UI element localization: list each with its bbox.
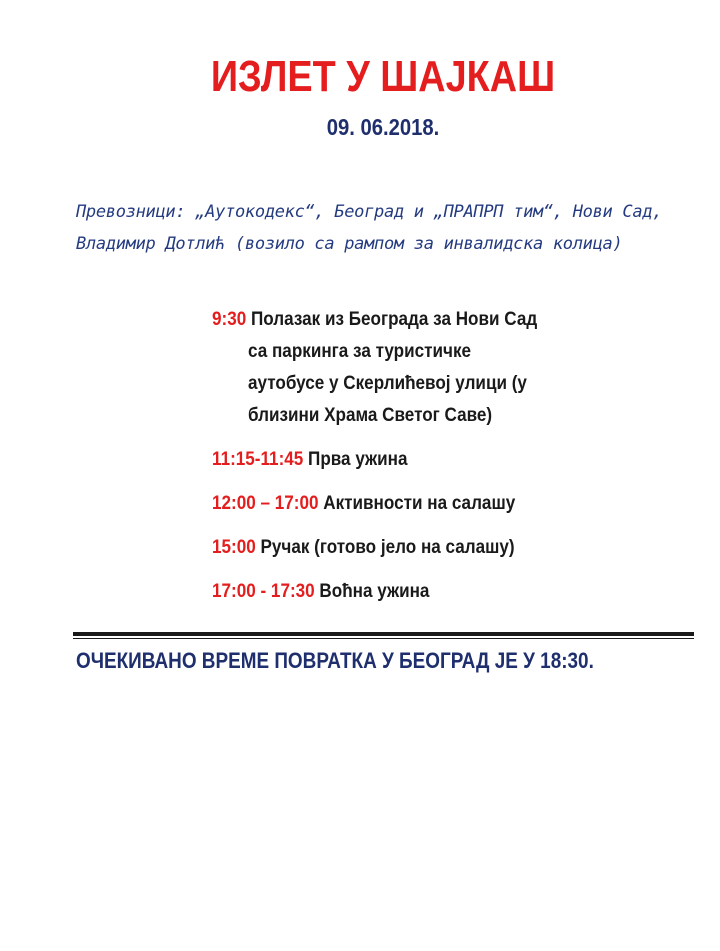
schedule-item xyxy=(212,532,581,564)
schedule-item xyxy=(212,488,581,520)
divider-thick xyxy=(73,632,694,636)
schedule-item xyxy=(212,444,581,476)
schedule-time: 11:15-11:45 xyxy=(212,449,304,470)
schedule-text: Прва ужина xyxy=(308,449,408,470)
schedule-time: 17:00 - 17:30 xyxy=(212,581,315,602)
trip-date: 09. 06.2018. xyxy=(326,114,440,140)
schedule-list xyxy=(212,304,592,608)
document-title: ИЗЛЕТ У ШАЈКАШ xyxy=(210,52,556,101)
schedule-text: Активности на салашу xyxy=(323,493,516,514)
schedule-text: Ручак (готово јело на салашу) xyxy=(260,537,515,558)
schedule-text-cont: са паркинга за туристичке xyxy=(248,341,472,362)
divider-thin xyxy=(73,638,694,639)
schedule-time: 12:00 – 17:00 xyxy=(212,493,319,514)
schedule-item xyxy=(212,576,581,608)
schedule-text: Полазак из Београда за Нови Сад xyxy=(250,309,538,330)
carriers-note: Превозници: „Аутокодекс“, Београд и „ПРАПРП тим“, Нови Сад, Владимир Дотлић (возило са рампом за инвалидска колица) xyxy=(76,202,663,254)
schedule-text: Воћна ужина xyxy=(319,581,430,602)
schedule-time: 15:00 xyxy=(212,537,256,558)
schedule-item xyxy=(212,304,581,432)
return-time-note: ОЧЕКИВАНО ВРЕМЕ ПОВРАТКА У БЕОГРАД ЈЕ У 18:30. xyxy=(76,648,594,673)
schedule-text-cont: близини Храма Светог Саве) xyxy=(248,405,493,426)
schedule-time: 9:30 xyxy=(212,309,247,330)
schedule-text-cont: аутобусе у Скерлићевој улици (у xyxy=(248,373,527,394)
